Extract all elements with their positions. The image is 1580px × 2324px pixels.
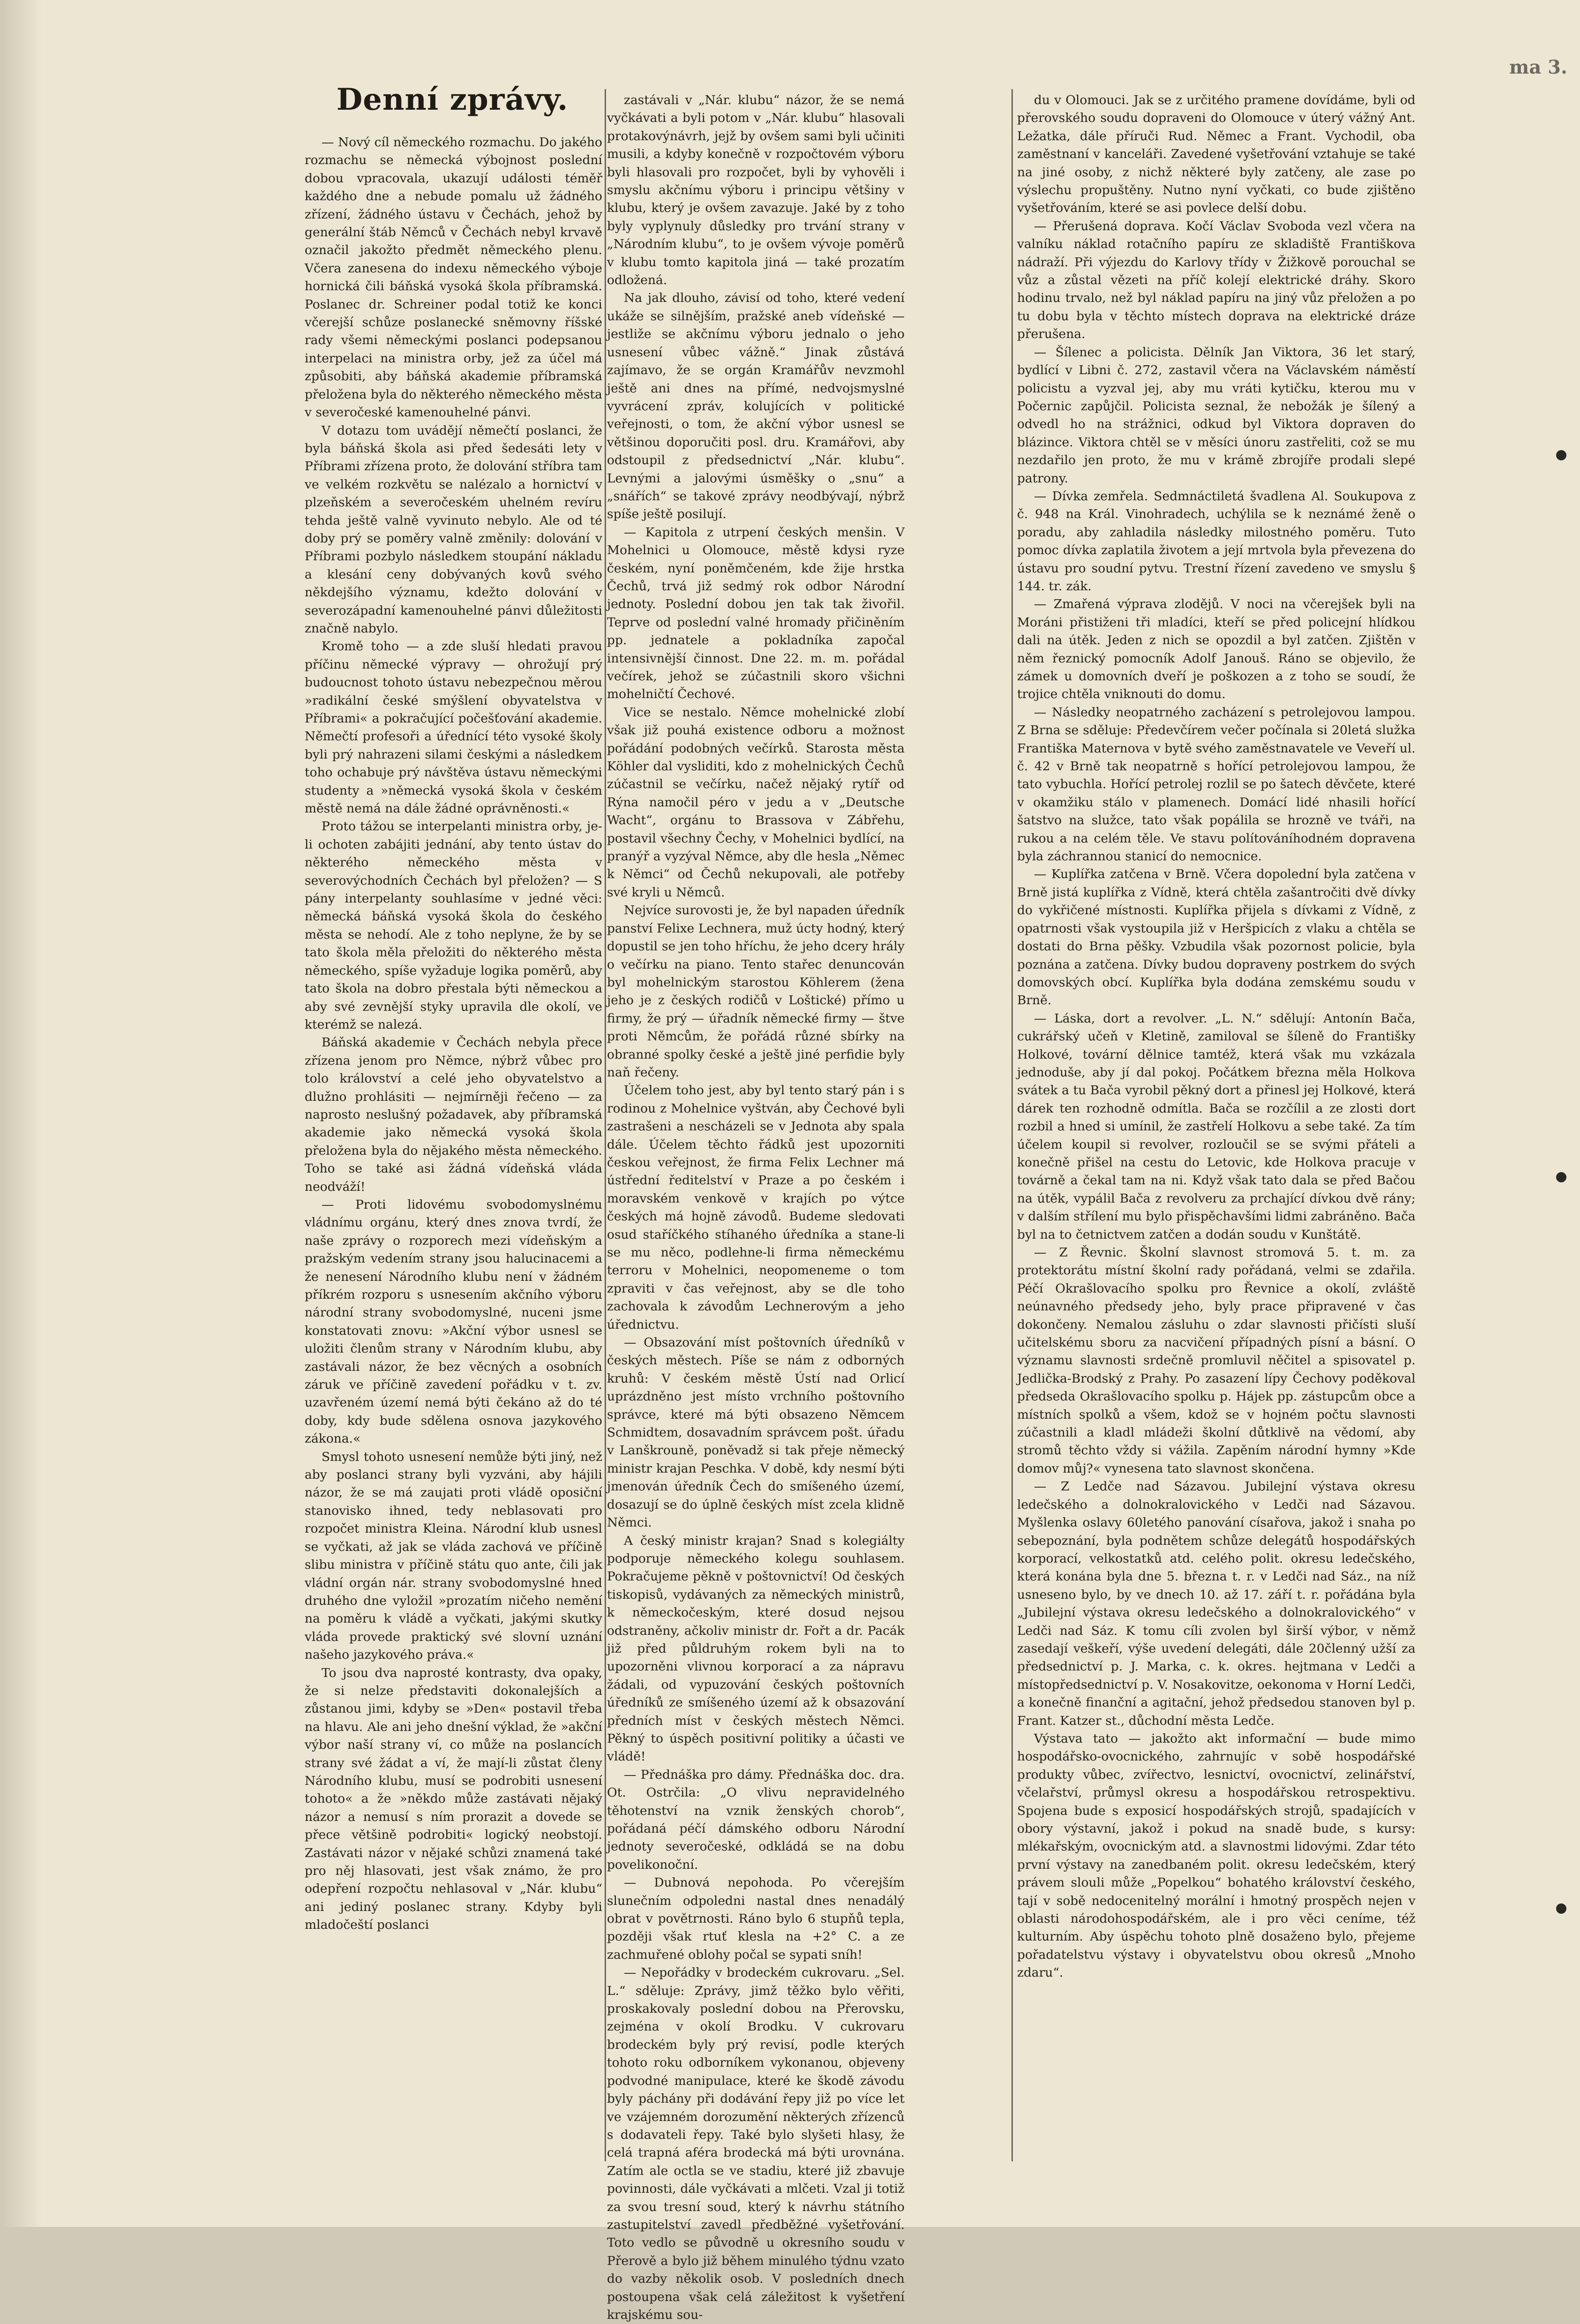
column-rule [1011, 89, 1013, 2161]
column-2 [607, 91, 905, 2324]
article-paragraph: — Obsazování míst poštovních úředníků v českých městech. Píše se nám z odborných kruhů: V českém městě Ústí nad Orlicí uprázdněno jest místo vrchního poštovního správce, které má býti obsazeno Němcem Schmidtem, dosavadním správcem pošt. úřadu v Lanškrouně, poněvadž si tak přeje německý ministr krajan Peschka. V době, kdy nesmí býti jmenován úředník Čech do smíšeného území, dosazují se do úplně českých míst zcela klidně Němci. [607, 1335, 905, 1530]
article-paragraph: — Šílenec a policista. Dělník Jan Viktora, 36 let starý, bydlící v Libni č. 272, zastavil včera na Václavském náměstí policistu a vyzval jej, aby mu vráti kytičku, kterou mu v Počernic zapůjčil. Policista seznal, že nebožák je šílený a odvedl ho na strážnici, odkud byl Viktora dopraven do blázince. Viktora chtěl se v měsíci únoru zastřeliti, což se mu nezdařilo jen proto, že mu v krámě zbrojíře prodali slepé patrony. [1017, 345, 1415, 486]
article-paragraph: Báňská akademie v Čechách nebyla přece zřízena jenom pro Němce, nýbrž vůbec pro tolo království a celé jeho obyvatelstvo a dlužno prohlásiti — nejmírněji řečeno — za naprosto neslušný požadavek, aby příbramská akademie jako německá vysoká škola přeložena byla do nějakého města německého. Toho se také asi žádná vídeňská vláda neodváží! [305, 1035, 602, 1194]
article-paragraph: — Přerušená doprava. Kočí Václav Svoboda vezl včera na valníku náklad rotačního papíru ze skladiště Františkova nádraží. Při výjezdu do Karlovy třídy v Žižkově porouchal se vůz a zůstal vězeti na příč kolejí elektrické dráhy. Skoro hodinu trvalo, než byl náklad papíru na jiný vůz přeložen a po tu dobu byla v těchto místech doprava na elektrické dráze přerušena. [1017, 218, 1415, 342]
article-paragraph: — Následky neopatrného zacházení s petrolejovou lampou. Z Brna se sděluje: Předevčírem večer počínala si 20letá služka Františka Maternova v bytě svého zaměstnavatele ve Veveří ul. č. 42 v Brně tak neopatrně s hořící petrolejovou lampou, že tato vybuchla. Hořící petrolej rozlil se po šatech děvčete, které v okamžiku stálo v plamenech. Domácí lidé nhasili hořící šatstvo na služce, tato však popálila se hrozně ve tváři, na rukou a na celém těle. Ve stavu polítováníhodném dopravena byla záchrannou stanicí do nemocnice. [1017, 705, 1415, 864]
article-paragraph: Na jak dlouho, závisí od toho, které vedení ukáže se silnějším, pražské aneb vídeňské — jestliže se akčnímu výboru jednalo o jeho usnesení vůbec vážně.“ Jinak zůstává zajímavo, že se orgán Kramářův nevzmohl ještě ani dnes na přímé, nedvojsmyslné vyvrácení zpráv, kolujících v politické veřejnosti, o tom, že akční výbor usnesl se většinou doporučiti posl. dru. Kramářovi, aby odstoupil z předsednictví „Nár. klubu“. Levnými a jalovými úsměšky o „snu“ a „snářích“ se takové zprávy neodbývají, nýbrž spíše ještě posilují. [607, 291, 905, 522]
article-paragraph: — Dubnová nepohoda. Po včerejším slunečním odpoledni nastal dnes nenadálý obrat v povětrnosti. Ráno bylo 6 stupňů tepla, později však rtuť klesla na +2° C. a ze zachmuřené oblohy počal se sypati sníh! [607, 1875, 905, 1962]
section-title: Denní zprávy. [336, 82, 569, 117]
binding-hole [1556, 1172, 1566, 1182]
article-paragraph: — Kapitola z utrpení českých menšin. V Mohelnici u Olomouce, městě kdysi ryze českém, nyní poněmčeném, kde žije hrstka Čechů, trvá již sedmý rok odbor Národní jednoty. Poslední dobou jen tak tak živořil. Teprve od poslední valné hromady přičiněním pp. jednatele a pokladníka započal intensivnější činnost. Dne 22. m. m. pořádal večírek, jehož se zúčastnili skoro všichni mohelničtí Čechové. [607, 525, 905, 702]
article-paragraph: Účelem toho jest, aby byl tento starý pán i s rodinou z Mohelnice vyštván, aby Čechové byli zastrašeni a nescházeli se v Jednota aby spala dále. Účelem těchto řádků jest upozorniti českou veřejnost, že firma Felix Lechner má ústřední ředitelství v Praze a po českém i moravském venkově v krajích po výtce českých má hojně závodů. Budeme sledovati osud staříčkého stíhaného úředníka a stane-li se mu něco, podlehne-li firma německému terroru v Mohelnici, neopomeneme o tom zpraviti v čas veřejnost, aby se dle toho zachovala k závodům Lechnerovým a jeho úřednictvu. [607, 1083, 905, 1332]
article-paragraph: A český ministr krajan? Snad s kolegiálty podporuje německého kolegu souhlasem. Pokračujeme pěkně v poštovnictví! Od českých tiskopisů, vydávaných za německých ministrů, k německočeským, které dosud nejsou odstraněny, ačkoliv ministr dr. Fořt a dr. Pacák již před půldruhým rokem byli na to upozorněni vlivnou korporací a za nápravu žádali, od vypuzování českých poštovních úředníků ze smíšeného území až k obsazování předních míst v českých městech Němci. Pěkný to úspěch positivní politiky a účasti ve vládě! [607, 1533, 905, 1764]
article-paragraph: — Z Řevnic. Školní slavnost stromová 5. t. m. za protektorátu místní školní rady pořádaná, velmi se zdařila. Péčí Okrašlovacího spolku pro Řevnice a okolí, zvláště neúnavného předsedy jeho, byly prace připravené v čas dokončeny. Nemalou zásluhu o zdar slavnosti přičísti sluší učitelskému sboru za nacvičení případných písní a básní. O významu slavnosti srdečně promluvil něčitel a spisovatel p. Jedlička-Brodský z Prahy. Po zasazení lípy Čechovy poděkoval předseda Okrašlovacího spolku p. Hájek pp. zástupcům obce a místních spolků a všem, kdož se v hojném počtu slavnosti zúčastnili a kladl mládeži školní důtklivě na vědomí, aby stromů těchto vždy si vážila. Zapěním národní hymny »Kde domov můj?« vynesena tato slavnost skončena. [1017, 1245, 1415, 1476]
column-rule [605, 89, 606, 2161]
article-paragraph: — Z Ledče nad Sázavou. Jubilejní výstava okresu ledečského a dolnokralovického v Ledči nad Sázavou. Myšlenka oslavy 60letého panování císařova, jakož i snaha po sebepoznání, byla podnětem schůze delegátů hospodářských korporací, velkostatků atd. celého polit. okresu ledečského, která konána byla dne 5. března t. r. v Ledči nad Sáz., na níž usneseno bylo, by ve dnech 10. až 17. září t. r. pořádána byla „Jubilejní výstava okresu ledečského a dolnokralovického“ v Ledči nad Sáz. K tomu cíli zvolen byl širší výbor, v němž zasedají veškeří, výše uvedení delegáti, dále 20členný užší za předsednictví p. J. Marka, c. k. okres. hejtmana v Ledči a místopředsednictví p. V. Nosakovitze, oekonoma v Horní Ledči, a konečně finanční a agitační, jehož předsedou stanoven byl p. Frant. Katzer st., důchodní města Ledče. [1017, 1479, 1415, 1728]
article-paragraph: — Zmařená výprava zlodějů. V noci na včerejšek byli na Moráni přistiženi tři mladíci, kteří se před policejní hlídkou dali na útěk. Jeden z nich se opozdil a byl zatčen. Zjištěn v něm řeznický pomocník Adolf Janouš. Ráno se objevilo, že zámek u domovních dveří je poškozen a z toho se soudí, že trojice chtěla vniknouti do domu. [1017, 597, 1415, 702]
column-3 [1017, 91, 1415, 1982]
article-paragraph: Kromě toho — a zde sluší hledati pravou příčinu německé výpravy — ohrožují prý budoucnost tohoto ústavu nebezpečnou měrou »radikální české smýšlení obyvatelstva v Příbrami« a pokračující počešťování akademie. Němečtí profesoři a úřednící této vysoké školy byli prý nahrazeni silami českými a následkem toho ochabuje prý návštěva ústavu německými studenty a »německá vysoká škola v českém městě nemá na dále žádné oprávněnosti.« [305, 639, 602, 816]
article-paragraph: Výstava tato — jakožto akt informační — bude mimo hospodářsko-ovocnického, zahrnujíc v sobě hospodářské produkty vůbec, zvířectvo, lesnictví, ovocnictví, zelinářství, včelařství, průmysl okresu a hospodářskou retrospektivu. Spojena bude s exposicí hospodářských strojů, spadajících v obory výstavní, jakož i pokud na snadě bude, s kursy: mlékařským, ovocnickým atd. a slavnostmi lidovými. Zdar této první výstavy na zanedbaném polit. okresu ledečském, který právem slouli může „Popelkou“ bohatého království českého, tají v sobě nedocenitelný morální i hmotný prospěch nejen v oblasti národohospodářském, ale i pro věci ceníme, též kulturním. Aby úspěchu tohoto plně dosaženo bylo, přejeme pořadatelstvu výstavy i obyvatelstvu obou okresů „Mnoho zdaru“. [1017, 1731, 1415, 1980]
article-paragraph: zastávali v „Nár. klubu“ názor, že se nemá vyčkávati a byli potom v „Nár. klubu“ hlasovali protakovýnávrh, jejž by ovšem sami byli učiniti musili, a kdyby konečně v rozpočtovém výboru byli hlasovali pro rozpočet, byli by vyhověli i smyslu akčnímu výboru i principu většiny v klubu, který je ovšem zavazuje. Jaké by z toho byly vyplynuly důsledky pro trvání strany v „Národním klubu“, to je ovšem vývoje poměrů v klubu tomto kapitola jiná — také prozatím odložená. [607, 93, 905, 288]
article-paragraph: — Proti lidovému svobodomyslnému vládnímu orgánu, který dnes znova tvrdí, že naše zprávy o rozporech mezi vídeňským a pražským vedením strany jsou halucinacemi a že nenesení Národního klubu není v žádném příkrém rozporu s usnesením akčního výboru národní strany svobodomyslné, nuceni jsme konstatovati znovu: »Akční výbor usnesl se uložiti členům strany v Národním klubu, aby zastávali názor, že bez věcných a osobních záruk ve příčině zavedení pořádku v t. zv. uzavřeném území nemá býti čekáno až do té doby, kdy bude sdělena osnova jazykového zákona.« [305, 1197, 602, 1446]
article-paragraph: Nejvíce surovosti je, že byl napaden úředník panství Felixe Lechnera, muž úcty hodný, který dopustil se jen toho hříchu, že jeho dcery hrály o večírku na piano. Tento stařec denuncován byl mohelnickým starostou Köhlerem (žena jeho je z českých rodičů v Loštické) přímo u firmy, že prý — úřadník německé firmy — štve proti Němcům, že pořádá různé sbírky na obranné spolky české a ještě jiné perfidie byly naň řečeny. [607, 903, 905, 1080]
binding-hole [1556, 1903, 1566, 1914]
article-paragraph: — Láska, dort a revolver. „L. N.“ sdělují: Antonín Bača, cukrářský učeň v Kletině, zamiloval se šíleně do Františky Holkové, tovární dělnice tamtéž, která však mu vzkázala jednoduše, aby jí dal pokoj. Počátkem března měla Holkova svátek a tu Bača vyrobil pěkný dort a přinesl jej Holkové, která dárek ten rozhodně odmítla. Bača se rozčílil a ze zlosti dort rozbil a hned si umínil, že zastřelí Holkovu a sebe také. Za tím účelem koupil si revolver, rozloučil se se svými přáteli a konečně přišel na cestu do Letovic, kde Holkova pracuje v továrně a čekal tam na ni. Když však tato dala se před Bačou na útěk, vypálil Bača z revolveru za prchající dívkou dvě rány; v dalším střílení mu bylo přispěchavšími lidmi zabráněno. Bača byl na to četnictvem zatčen a dodán soudu v Kunštátě. [1017, 1011, 1415, 1242]
article-paragraph: — Nový cíl německého rozmachu. Do jakého rozmachu se německá výbojnost poslední dobou vpracovala, ukazují události téměř každého dne a nebude pomalu už žádného zřízení, žádného ústavu v Čechách, jehož by generální štáb Němců v Čechách nebyl krvavě označil jakožto předmět německého plenu. Včera zanesena do indexu německého výboje hornická čili báňská vysoká škola příbramská. Poslanec dr. Schreiner podal totiž ke konci včerejší schůze poslanecké sněmovny říšské rady všemi německými poslanci podepsanou interpelaci na ministra orby, jež za účel má způsobiti, aby báňská akademie příbramská přeložena byla do některého německého města v severočeské kamenouhelné pánvi. [305, 135, 602, 420]
article-paragraph: — Dívka zemřela. Sedmnáctiletá švadlena Al. Soukupova z č. 948 na Král. Vinohradech, uchýlila se k neznámé ženě o poradu, aby zahladila následky milostného poměru. Tuto pomoc dívka zaplatila životem a její mrtvola byla převezena do ústavu pro soudní pytvu. Trestní řízení zavedeno ve smyslu § 144. tr. zák. [1017, 489, 1415, 594]
article-paragraph: Vice se nestalo. Němce mohelnické zlobí však již pouhá existence odboru a možnost pořádání podobných večírků. Starosta města Köhler dal vysliditi, kdo z mohelnických Čechů zúčastnil se večírku, načež nějaký rytíř od Rýna namočil péro v jedu a v „Deutsche Wacht“, orgánu to Brassova v Zábřehu, postavil všechny Čechy, v Mohelnici bydlící, na pranýř a vyzýval Němce, aby dle hesla „Němec k Němci“ od Čechů nekupovali, ale potřeby své kryli u Němců. [607, 705, 905, 900]
article-paragraph: Smysl tohoto usnesení nemůže býti jiný, než aby poslanci strany byli vyzváni, aby hájili názor, že se má zaujati proti vládě oposiční stanovisko ihned, tedy neblasovati pro rozpočet ministra Kleina. Národní klub usnesl se vyčkati, až jak se vláda zachová ve příčině slibu ministra v příčině státu quo ante, čili jak vládní orgán nár. strany svobodomyslné hned druhého dne vyložil »prozatím ničeho nemění na poměru k vládě a vyčkati, jakými skutky vláda provede praktický své slovní uznání našeho jazykového práva.« [305, 1449, 602, 1662]
margin-note: ma 3. [1509, 56, 1567, 78]
article-paragraph: V dotazu tom uvádějí němečtí poslanci, že byla báňská škola asi před šedesáti lety v Příbrami zřízena proto, že dolování stříbra tam ve velkém rozkvětu se nalézalo a hornictví v plzeňském a severočeském uhelném revíru tehda ještě valně vyvinuto nebylo. Ale od té doby prý se poměry valně změnily: dolování v Příbrami pozbylo následkem stoupání nákladu a klesání ceny dobývaných kovů svého někdejšího významu, kdežto dolování v severozápadní kamenouhelné pánvi důležitosti značně nabylo. [305, 423, 602, 636]
article-paragraph: du v Olomouci. Jak se z určitého pramene dovídáme, byli od přerovského soudu dopraveni do Olomouce v úterý vážný Ant. Ležatka, dále příruči Rud. Němec a Frant. Vychodil, oba zaměstnaní v kanceláři. Zavedené vyšetřování vztahuje se také na jiné osoby, z nichž některé byly zatčeny, ale zase po výslechu propuštěny. Nutno nyní vyčkati, co bude zjištěno vyšetřováním, které se asi povlece delší dobu. [1017, 93, 1415, 216]
article-paragraph: Proto tážou se interpelanti ministra orby, je-li ochoten zabájiti jednání, aby tento ústav do některého německého města v severovýchodních Čechách byl přeložen? — S pány interpelanty souhlasíme v jedné věci: německá báňská vysoká škola do českého města se nehodí. Ale z toho neplyne, že by se tato škola měla přeložiti do některého města německého, spíše vyžaduje logika poměrů, aby tato škola na dobro přestala býti německou a aby své zevnější styky upravila dle okolí, ve kterémž se nalezá. [305, 819, 602, 1032]
scan-edge-shadow [0, 0, 42, 2227]
article-paragraph: To jsou dva naprosté kontrasty, dva opaky, že si nelze představiti dokonalejších a zůstanou jimi, kdyby se »Den« postavil třeba na hlavu. Ale ani jeho dnešní výklad, že »akční výbor naší strany ví, co může na poslancích strany své žádat a ví, že mají-li zůstat členy Národního klubu, musí se podrobiti usnesení tohoto« a že »někdo může zastávati nějaký názor a nemusí s ním prorazit a dovede se přece většině podrobiti« logický neobstojí. Zastávati názor v nějaké schůzi znamená také pro něj hlasovati, jest však známo, že pro odepření rozpočtu nehlasoval v „Nár. klubu“ ani jediný poslanec strany. Kdyby byli mladočeští poslanci [305, 1665, 602, 1933]
article-paragraph: — Kuplířka zatčena v Brně. Včera dopolední byla zatčena v Brně jistá kuplířka z Vídně, která chtěla zašantročiti dvě dívky do vykřičené místnosti. Kuplířka přijela s dívkami z Vídně, z opatrnosti však vystoupila již v Heršpicích z vlaku a chtěla se dostati do Brna pěšky. Vzbudila však pozornost policie, byla poznána a zatčena. Dívky budou dopraveny postrkem do svých domovských obcí. Kuplířka byla dodána zemskému soudu v Brně. [1017, 867, 1415, 1008]
article-paragraph: — Nepořádky v brodeckém cukrovaru. „Sel. L.“ sděluje: Zprávy, jimž těžko bylo věřiti, proskakovaly poslední dobou na Přerovsku, zejména v okolí Brodku. V cukrovaru brodeckém byly prý revisí, podle kterých tohoto roku odborníkem vykonanou, objeveny podvodné manipulace, které ke škodě závodu byly páchány při dodávání řepy již po více let ve vzájemném dorozumění některých zřízenců s dodavateli řepy. Také bylo slyšeti hlasy, že celá trapná aféra brodecká má býti urovnána. Zatím ale octla se ve stadiu, které již zbavuje povinnosti, dále vyčkávati a mlčeti. Vzal ji totiž za svou tresní soud, který k návrhu státního zastupitelství zavedl předběžné vyšetřování. Toto vedlo se původně u okresního soudu v Přerově a bylo již během minulého týdnu vzato do vazby několik osob. V posledních dnech postoupena však celá záležitost k vyšetření krajskému sou- [607, 1965, 905, 2322]
article-paragraph: — Přednáška pro dámy. Přednáška doc. dra. Ot. Ostrčila: „O vlivu nepravidelného těhotenství na vznik ženských chorob“, pořádaná péčí dámského odboru Národní jednoty severočeské, odkládá se na dobu povelikonoční. [607, 1767, 905, 1872]
column-1 [305, 134, 602, 1934]
binding-hole [1556, 450, 1566, 460]
